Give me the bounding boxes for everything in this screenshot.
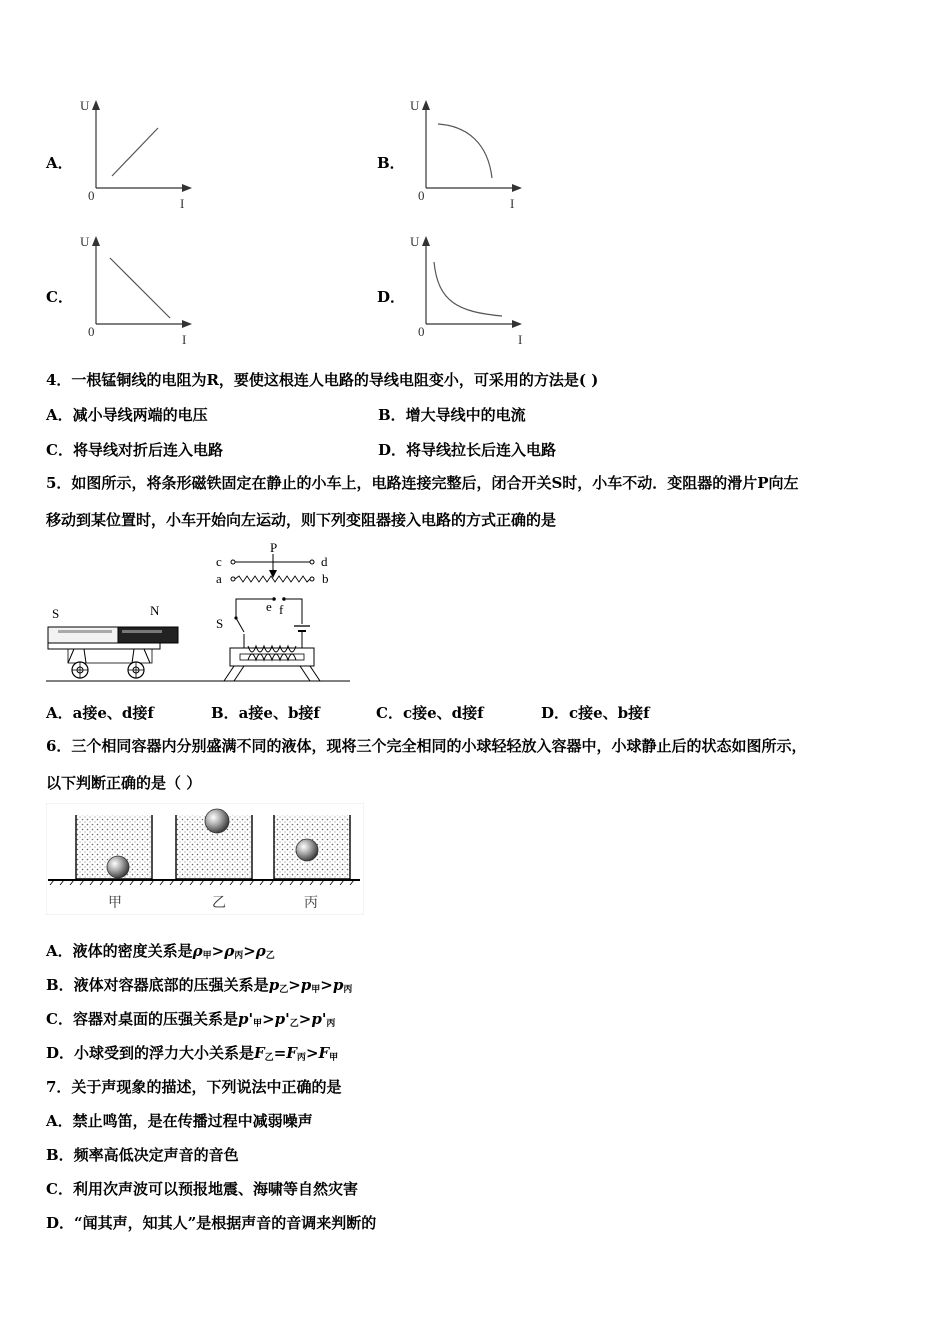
graph-d-label: D． <box>377 288 406 306</box>
q6-label-jia: 甲 <box>108 895 122 911</box>
graph-b-origin: 0 <box>418 188 425 203</box>
graph-d-xlabel: I <box>518 332 523 347</box>
graph-d-ylabel: U <box>410 234 420 249</box>
q7-stem: 7．关于声现象的描述，下列说法中正确的是 <box>46 1078 342 1096</box>
q6-label-bing: 丙 <box>304 895 318 911</box>
graph-d <box>408 232 533 347</box>
graph-d-origin: 0 <box>418 324 425 339</box>
graph-b <box>408 96 528 211</box>
graph-a-xlabel: I <box>180 196 185 211</box>
q6-option-d: D．小球受到的浮力大小关系是$F_乙=F_丙>F_甲$ <box>46 1044 339 1063</box>
q6-label-yi: 乙 <box>212 895 226 911</box>
q4-options-row1 <box>46 404 526 425</box>
q4-options-row2 <box>46 439 556 460</box>
q6-ball-yi <box>205 809 229 833</box>
q5-terminal-f: f <box>279 602 284 617</box>
q5-option-d: D．c接e、b接f <box>541 704 650 722</box>
graph-b-curve <box>438 124 492 178</box>
graph-a-curve <box>112 128 158 176</box>
q4-option-b: B．增大导线中的电流 <box>378 406 526 424</box>
q5-slider-label: P <box>270 540 278 555</box>
q5-terminal-c: c <box>216 554 222 569</box>
q6-ball-jia <box>107 856 129 878</box>
q5-stem-line2: 移动到某位置时，小车开始向左运动，则下列变阻器接入电路的方式正确的是 <box>46 511 557 529</box>
graph-c-label: C． <box>46 288 73 306</box>
q5-figure <box>44 538 354 688</box>
graph-c-curve <box>110 258 170 318</box>
q6-stem-line1: 6．三个相同容器内分别盛满不同的液体，现将三个完全相同的小球轻轻放入容器中，小球静止后的状态如图所示， <box>46 737 807 755</box>
graph-c-origin: 0 <box>88 324 95 339</box>
q5-terminal-d: d <box>321 554 328 569</box>
q5-terminal-a: a <box>216 571 222 586</box>
graph-d-curve <box>434 262 502 316</box>
q7-option-a: A．禁止鸣笛，是在传播过程中减弱噪声 <box>46 1112 313 1130</box>
q7-option-c: C．利用次声波可以预报地震、海啸等自然灾害 <box>46 1180 358 1198</box>
q6-stem-line2: 以下判断正确的是（ ） <box>46 774 202 792</box>
graph-a-ylabel: U <box>80 98 90 113</box>
graph-c-ylabel: U <box>80 234 90 249</box>
graph-c <box>78 232 198 347</box>
q5-terminal-b: b <box>322 571 329 586</box>
q6-option-b: B．液体对容器底部的压强关系是$p_乙>p_甲>p_丙$ <box>46 976 353 995</box>
q6-option-c: C．容器对桌面的压强关系是$p'_甲>p'_乙>p'_丙$ <box>46 1010 336 1029</box>
q4-stem: 4．一根锰铜线的电阻为R，要使这根连人电路的导线电阻变小，可采用的方法是( ) <box>46 371 599 389</box>
q5-option-a: A．a接e、d接f <box>46 704 154 722</box>
q5-option-c: C．c接e、d接f <box>376 704 484 722</box>
q5-magnet-s: S <box>52 606 60 621</box>
q5-magnet-n: N <box>150 603 160 618</box>
q6-ball-bing <box>296 839 318 861</box>
q7-option-d: D．“闻其声，知其人”是根据声音的音调来判断的 <box>46 1214 377 1232</box>
q5-terminal-e: e <box>266 599 272 614</box>
graph-b-xlabel: I <box>510 196 515 211</box>
graph-a-label: A． <box>46 154 73 172</box>
q7-option-b: B．频率高低决定声音的音色 <box>46 1146 239 1164</box>
q5-option-b: B．a接e、b接f <box>211 704 320 722</box>
q5-switch-label: S <box>216 616 224 631</box>
graph-a <box>78 96 198 211</box>
graph-b-ylabel: U <box>410 98 420 113</box>
q6-option-a: A．液体的密度关系是$\rho_甲>\rho_丙>\rho_乙$ <box>46 942 275 961</box>
q4-option-c: C．将导线对折后连入电路 <box>46 441 223 459</box>
q4-option-d: D．将导线拉长后连入电路 <box>378 441 557 459</box>
graph-a-origin: 0 <box>88 188 95 203</box>
q5-stem-line1: 5．如图所示，将条形磁铁固定在静止的小车上，电路连接完整后，闭合开关S时，小车不动．变阻器的滑片P向左 <box>46 474 799 492</box>
q6-figure <box>46 803 364 915</box>
q4-option-a: A．减小导线两端的电压 <box>46 406 208 424</box>
q5-options <box>46 702 650 723</box>
graph-b-label: B． <box>377 154 405 172</box>
graph-c-xlabel: I <box>182 332 187 347</box>
